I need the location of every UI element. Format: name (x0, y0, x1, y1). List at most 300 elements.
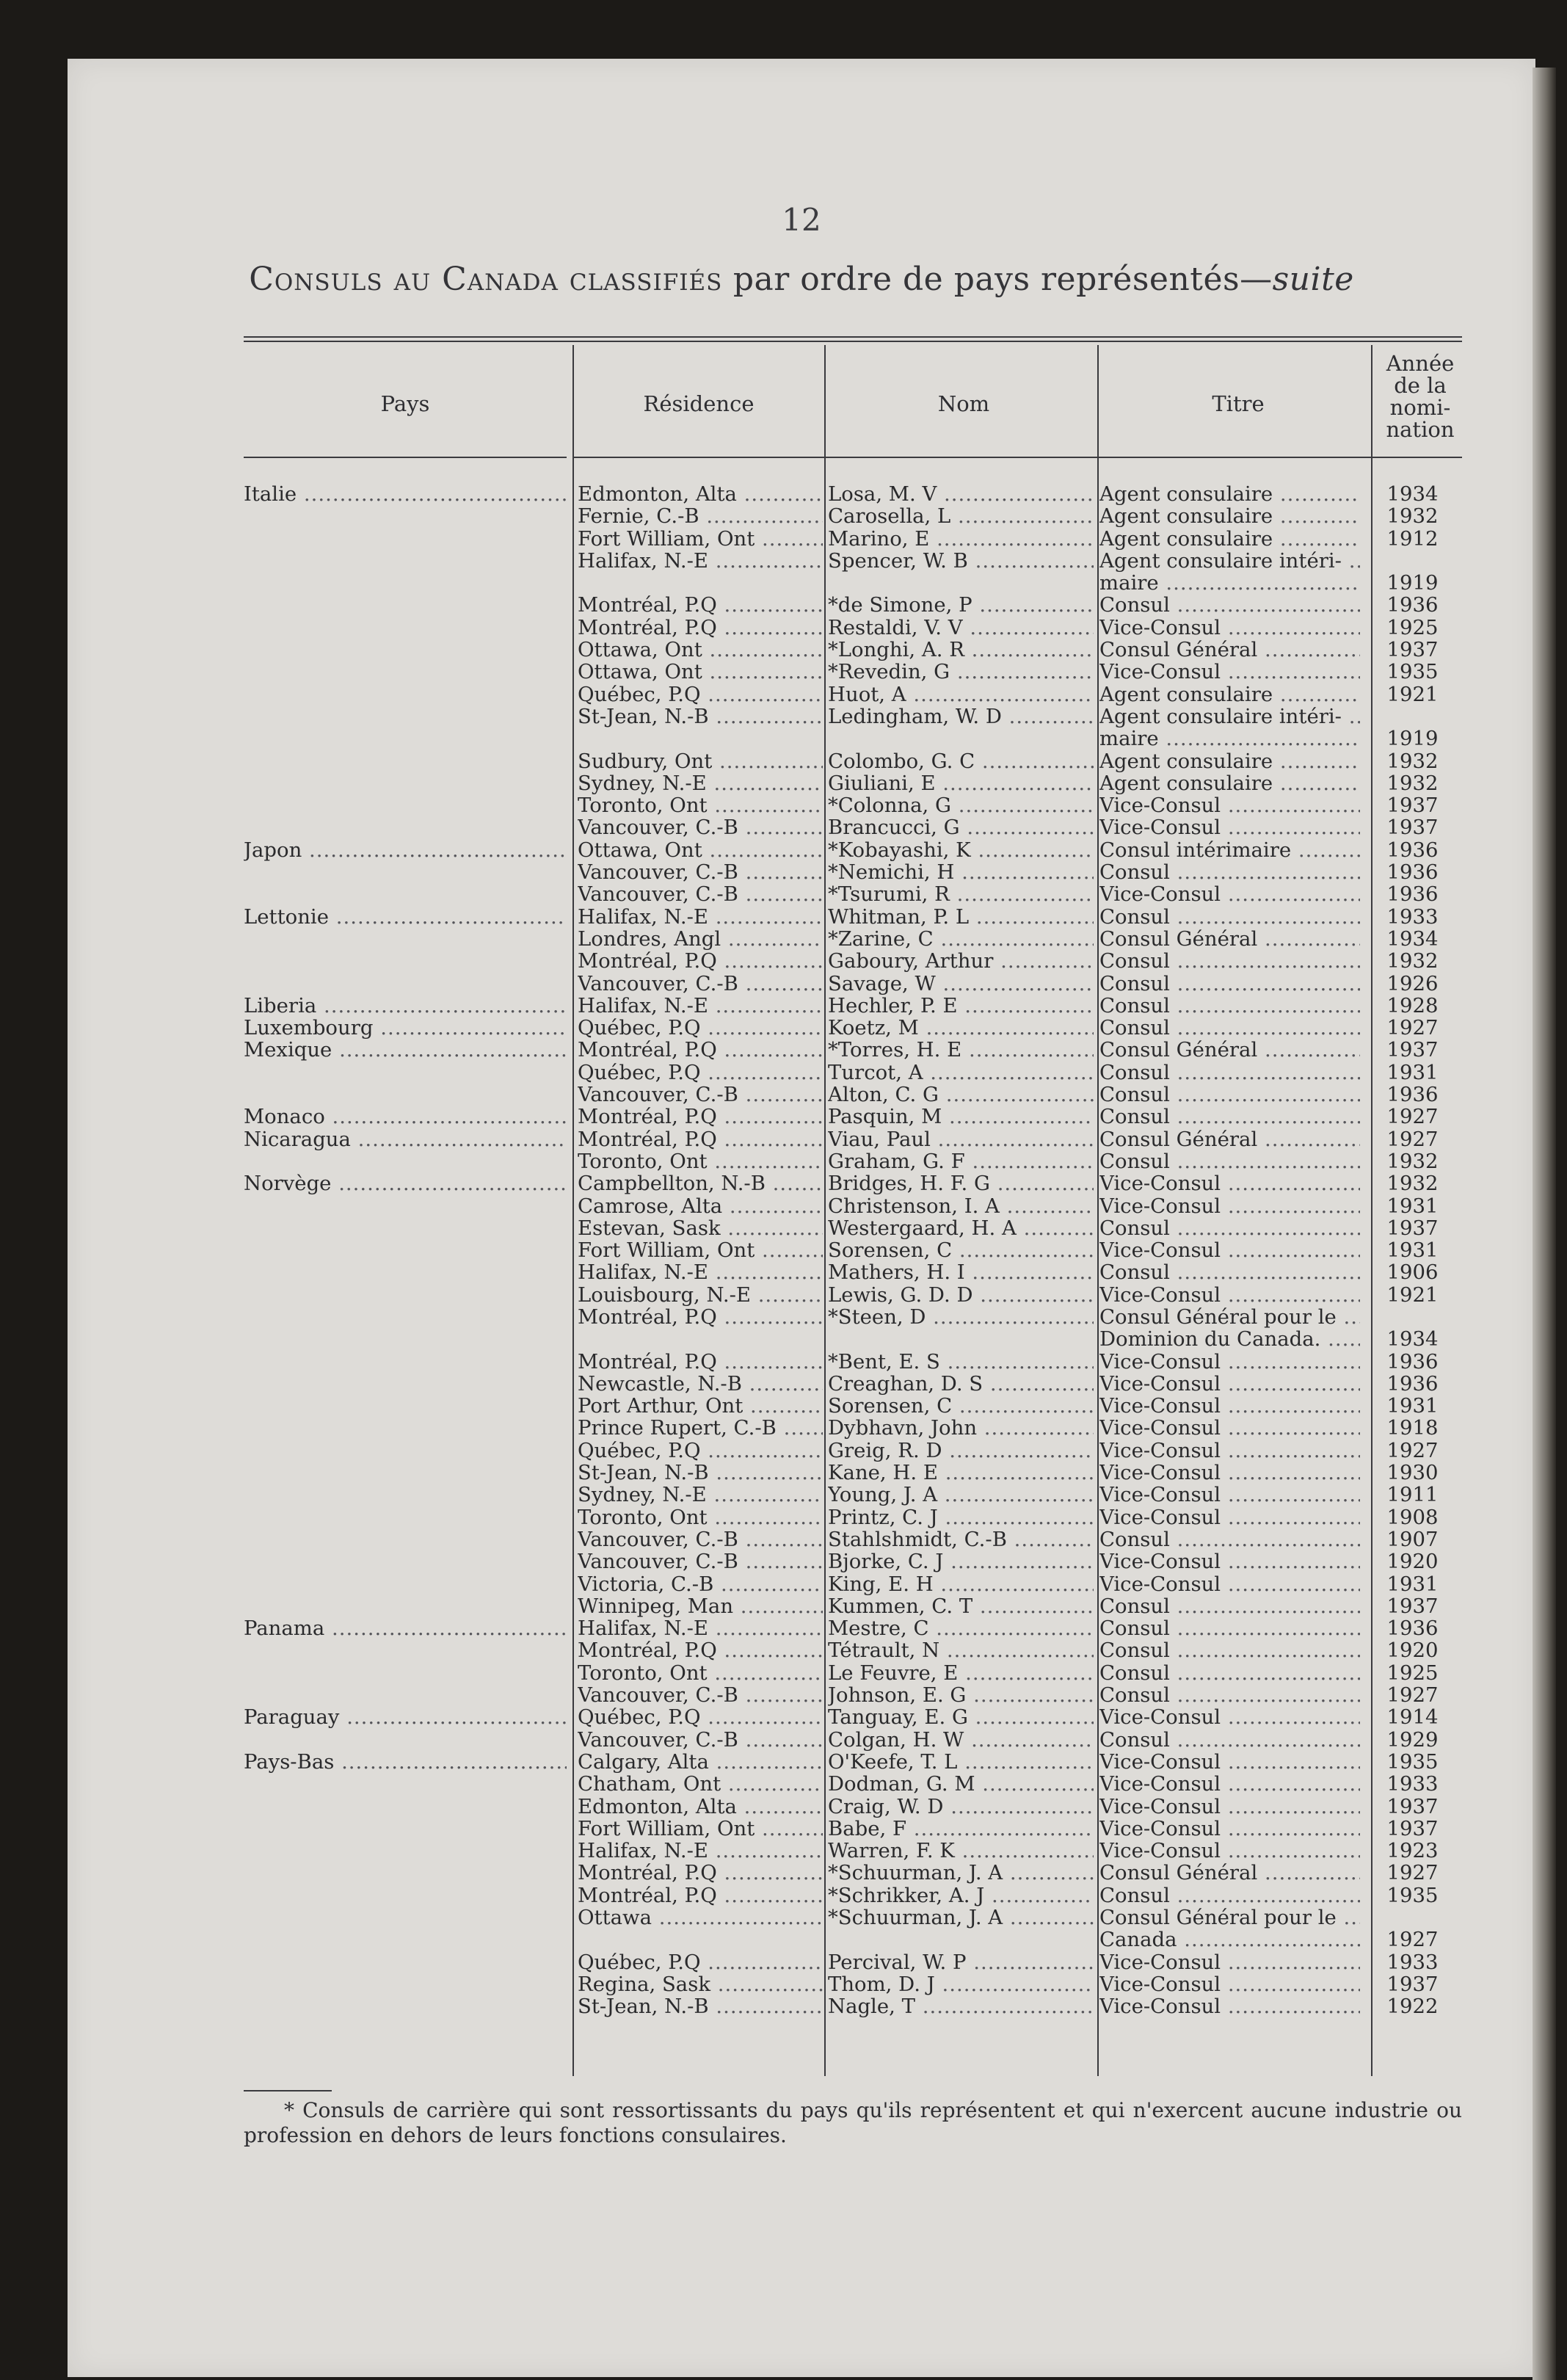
cell-titre: Vice-Consul ..... (1099, 794, 1360, 816)
column-divider (1097, 345, 1099, 2076)
header-residence: Résidence (643, 391, 755, 416)
header-pays: Pays (380, 391, 430, 416)
cell-nom: Mestre, C ..... (828, 1617, 1094, 1639)
cell-residence: Estevan, Sask ..... (578, 1217, 823, 1239)
cell-titre: Vice-Consul ..... (1099, 1973, 1360, 1995)
cell-residence: Montréal, P.Q ..... (578, 950, 823, 972)
cell-annee: 1908 (1386, 1506, 1439, 1528)
cell-titre: Vice-Consul ..... (1099, 1506, 1360, 1528)
cell-titre: Vice-Consul ..... (1099, 1706, 1360, 1728)
cell-pays: Nicaragua ..... (244, 1128, 567, 1150)
cell-annee: 1936 (1386, 883, 1439, 906)
cell-annee: 1927 (1386, 1017, 1439, 1040)
cell-titre: Vice-Consul ..... (1099, 1195, 1360, 1217)
cell-residence: Montréal, P.Q ..... (578, 1106, 823, 1128)
cell-titre: Consul ..... (1099, 1662, 1360, 1684)
cell-titre: Vice-Consul ..... (1099, 1440, 1360, 1462)
cell-residence: Québec, P.Q ..... (578, 1017, 823, 1039)
cell-titre: Consul ..... (1099, 950, 1360, 972)
cell-titre: Vice-Consul ..... (1099, 1951, 1360, 1973)
cell-titre: Consul ..... (1099, 1617, 1360, 1639)
cell-titre: Vice-Consul ..... (1099, 1462, 1360, 1484)
cell-annee: 1914 (1386, 1706, 1439, 1729)
cell-annee: 1932 (1386, 950, 1439, 973)
cell-titre: Consul ..... (1099, 1106, 1360, 1128)
cell-annee: 1906 (1386, 1261, 1439, 1284)
cell-titre: Consul ..... (1099, 594, 1360, 616)
cell-nom: Koetz, M ..... (828, 1017, 1094, 1039)
cell-titre: Consul Général pour le ..... (1099, 1906, 1360, 1929)
cell-annee: 1927 (1386, 1929, 1439, 1951)
cell-annee: 1932 (1386, 750, 1439, 772)
cell-annee: 1929 (1386, 1728, 1439, 1751)
cell-nom: *Bent, E. S ..... (828, 1351, 1094, 1373)
title-middle: par ordre de pays représentés— (722, 261, 1273, 298)
cell-titre: Vice-Consul ..... (1099, 1417, 1360, 1439)
cell-residence: Halifax, N.-E ..... (578, 995, 823, 1017)
cell-nom: *Schrikker, A. J ..... (828, 1884, 1094, 1906)
cell-nom: Brancucci, G ..... (828, 816, 1094, 838)
cell-residence: Toronto, Ont ..... (578, 794, 823, 816)
cell-annee: 1936 (1386, 1084, 1439, 1106)
cell-pays: Luxembourg ..... (244, 1017, 567, 1039)
cell-residence: Newcastle, N.-B ..... (578, 1373, 823, 1395)
cell-annee: 1932 (1386, 772, 1439, 794)
cell-residence: Toronto, Ont ..... (578, 1506, 823, 1528)
cell-nom: Thom, D. J ..... (828, 1973, 1094, 1995)
cell-nom: *Tsurumi, R ..... (828, 883, 1094, 905)
cell-nom: Restaldi, V. V ..... (828, 617, 1094, 639)
cell-nom: Viau, Paul ..... (828, 1128, 1094, 1150)
title-smallcaps: Consuls au Canada classifiés (249, 261, 723, 298)
cell-annee: 1935 (1386, 1750, 1439, 1773)
cell-nom: Hechler, P. E ..... (828, 995, 1094, 1017)
cell-residence: Ottawa ..... (578, 1906, 823, 1929)
cell-annee: 1931 (1386, 1239, 1439, 1262)
cell-residence: Sydney, N.-E ..... (578, 1484, 823, 1506)
cell-titre: Consul ..... (1099, 995, 1360, 1017)
cell-nom: Giuliani, E ..... (828, 772, 1094, 794)
cell-annee: 1919 (1386, 728, 1439, 750)
cell-residence: Ottawa, Ont ..... (578, 639, 823, 661)
cell-residence: Edmonton, Alta ..... (578, 483, 823, 505)
cell-residence: Montréal, P.Q ..... (578, 617, 823, 639)
cell-nom: Nagle, T ..... (828, 1995, 1094, 2017)
cell-nom: Turcot, A ..... (828, 1062, 1094, 1084)
cell-annee: 1931 (1386, 1395, 1439, 1418)
cell-nom: Young, J. A ..... (828, 1484, 1094, 1506)
cell-nom: Tanguay, E. G ..... (828, 1706, 1094, 1728)
cell-nom: Kane, H. E ..... (828, 1462, 1094, 1484)
cell-titre: Vice-Consul ..... (1099, 1484, 1360, 1506)
cell-annee: 1936 (1386, 1372, 1439, 1395)
cell-annee: 1931 (1386, 1194, 1439, 1217)
cell-residence: Montréal, P.Q ..... (578, 1306, 823, 1328)
cell-titre: Consul ..... (1099, 906, 1360, 928)
cell-residence: Montréal, P.Q ..... (578, 1128, 823, 1150)
cell-nom: Whitman, P. L ..... (828, 906, 1094, 928)
cell-residence: Halifax, N.-E ..... (578, 1840, 823, 1862)
cell-residence: Halifax, N.-E ..... (578, 1617, 823, 1639)
cell-nom: O'Keefe, T. L ..... (828, 1751, 1094, 1773)
cell-nom: *Kobayashi, K ..... (828, 839, 1094, 861)
cell-nom: Kummen, C. T ..... (828, 1595, 1094, 1617)
cell-residence: Victoria, C.-B ..... (578, 1573, 823, 1595)
cell-titre: Agent consulaire ..... (1099, 528, 1360, 550)
cell-titre: Consul ..... (1099, 1684, 1360, 1706)
cell-pays: Italie ..... (244, 483, 567, 505)
cell-titre: Agent consulaire ..... (1099, 505, 1360, 527)
cell-titre: Consul ..... (1099, 1217, 1360, 1239)
cell-residence: Halifax, N.-E ..... (578, 906, 823, 928)
cell-pays: Norvège ..... (244, 1172, 567, 1194)
cell-annee: 1937 (1386, 1817, 1439, 1840)
cell-annee: 1933 (1386, 1773, 1439, 1796)
cell-pays: Pays-Bas ..... (244, 1751, 567, 1773)
cell-titre: Consul ..... (1099, 1639, 1360, 1661)
cell-titre: Canada ..... (1099, 1929, 1360, 1951)
cell-residence: Vancouver, C.-B ..... (578, 1729, 823, 1751)
cell-residence: Calgary, Alta ..... (578, 1751, 823, 1773)
cell-nom: Percival, W. P ..... (828, 1951, 1094, 1973)
cell-titre: Vice-Consul ..... (1099, 1573, 1360, 1595)
cell-residence: Fort William, Ont ..... (578, 1239, 823, 1261)
cell-annee: 1937 (1386, 1795, 1439, 1818)
cell-nom: Greig, R. D ..... (828, 1440, 1094, 1462)
header-annee-line3: nomi- (1389, 395, 1451, 420)
cell-residence: Québec, P.Q ..... (578, 1706, 823, 1728)
cell-titre: Vice-Consul ..... (1099, 1284, 1360, 1306)
cell-residence: Montréal, P.Q ..... (578, 1884, 823, 1906)
title-italic: suite (1272, 261, 1354, 298)
cell-titre: Vice-Consul ..... (1099, 1751, 1360, 1773)
column-divider (824, 345, 826, 2076)
cell-nom: Marino, E ..... (828, 528, 1094, 550)
cell-titre: Agent consulaire intéri- ..... (1099, 550, 1360, 572)
cell-annee: 1936 (1386, 1350, 1439, 1373)
cell-annee: 1927 (1386, 1106, 1439, 1128)
cell-nom: Mathers, H. I ..... (828, 1261, 1094, 1283)
cell-nom: Alton, C. G ..... (828, 1084, 1094, 1106)
header-annee (1376, 352, 1464, 440)
cell-annee: 1921 (1386, 1283, 1439, 1306)
footnote: * Consuls de carrière qui sont ressortissants du pays qu'ils représentent et qui n'exercent aucune industrie ou profession en dehors de leurs fonctions consulaires. (244, 2098, 1462, 2147)
cell-titre: Consul ..... (1099, 861, 1360, 883)
header-annee-line2: de la (1394, 373, 1447, 398)
cell-annee: 1921 (1386, 683, 1439, 705)
cell-titre: Vice-Consul ..... (1099, 1818, 1360, 1840)
cell-annee: 1907 (1386, 1528, 1439, 1550)
cell-residence: Fort William, Ont ..... (578, 528, 823, 550)
cell-annee: 1931 (1386, 1572, 1439, 1595)
cell-nom: Sorensen, C ..... (828, 1239, 1094, 1261)
cell-titre: Vice-Consul ..... (1099, 1796, 1360, 1818)
cell-annee: 1932 (1386, 505, 1439, 528)
cell-annee: 1932 (1386, 1150, 1439, 1172)
cell-residence: Montréal, P.Q ..... (578, 1862, 823, 1884)
cell-residence: Montréal, P.Q ..... (578, 1639, 823, 1661)
cell-residence: Louisbourg, N.-E ..... (578, 1284, 823, 1306)
cell-titre: Vice-Consul ..... (1099, 1373, 1360, 1395)
cell-nom: Johnson, E. G ..... (828, 1684, 1094, 1706)
cell-annee: 1920 (1386, 1550, 1439, 1573)
header-rule (244, 457, 567, 458)
cell-titre: Consul Général pour le ..... (1099, 1306, 1360, 1328)
cell-residence: Montréal, P.Q ..... (578, 1351, 823, 1373)
cell-titre: Consul ..... (1099, 973, 1360, 995)
cell-annee: 1933 (1386, 1951, 1439, 1973)
cell-titre: Vice-Consul ..... (1099, 1239, 1360, 1261)
cell-residence: Québec, P.Q ..... (578, 1951, 823, 1973)
cell-annee: 1933 (1386, 905, 1439, 928)
cell-titre: Consul ..... (1099, 1729, 1360, 1751)
cell-residence: Prince Rupert, C.-B ..... (578, 1417, 823, 1439)
cell-titre: Consul ..... (1099, 1528, 1360, 1550)
cell-titre: Consul intérimaire ..... (1099, 839, 1360, 861)
cell-titre: Consul ..... (1099, 1261, 1360, 1283)
cell-nom: Stahlshmidt, C.-B ..... (828, 1528, 1094, 1550)
cell-titre: Vice-Consul ..... (1099, 883, 1360, 905)
cell-annee: 1934 (1386, 483, 1439, 505)
cell-residence: Vancouver, C.-B ..... (578, 1528, 823, 1550)
cell-nom: Savage, W ..... (828, 973, 1094, 995)
cell-annee: 1937 (1386, 1594, 1439, 1617)
cell-annee: 1922 (1386, 1995, 1439, 2018)
cell-nom: Lewis, G. D. D ..... (828, 1284, 1094, 1306)
cell-pays: Mexique ..... (244, 1039, 567, 1061)
cell-annee: 1936 (1386, 1617, 1439, 1640)
cell-pays: Panama ..... (244, 1617, 567, 1639)
cell-annee: 1935 (1386, 1884, 1439, 1906)
cell-annee: 1936 (1386, 594, 1439, 617)
cell-titre: Vice-Consul ..... (1099, 661, 1360, 683)
cell-nom: *Longhi, A. R ..... (828, 639, 1094, 661)
cell-annee: 1936 (1386, 861, 1439, 884)
cell-residence: Vancouver, C.-B ..... (578, 816, 823, 838)
cell-residence: Halifax, N.-E ..... (578, 550, 823, 572)
cell-residence: Camrose, Alta ..... (578, 1195, 823, 1217)
cell-residence: Vancouver, C.-B ..... (578, 1084, 823, 1106)
header-titre: Titre (1212, 391, 1265, 416)
cell-titre: Consul Général ..... (1099, 639, 1360, 661)
cell-nom: *Schuurman, J. A ..... (828, 1862, 1094, 1884)
cell-residence: Chatham, Ont ..... (578, 1773, 823, 1795)
cell-nom: Dybhavn, John ..... (828, 1417, 1094, 1439)
cell-annee: 1928 (1386, 994, 1439, 1017)
header-nom: Nom (937, 391, 990, 416)
footnote-rule (244, 2090, 332, 2091)
cell-annee: 1911 (1386, 1484, 1439, 1506)
cell-annee: 1923 (1386, 1840, 1439, 1862)
cell-titre: Vice-Consul ..... (1099, 1395, 1360, 1417)
cell-titre: Consul Général ..... (1099, 1862, 1360, 1884)
cell-pays: Paraguay ..... (244, 1706, 567, 1728)
cell-residence: Campbellton, N.-B ..... (578, 1172, 823, 1194)
cell-nom: *de Simone, P ..... (828, 594, 1094, 616)
cell-annee: 1926 (1386, 972, 1439, 995)
cell-pays: Monaco ..... (244, 1106, 567, 1128)
cell-residence: Québec, P.Q ..... (578, 683, 823, 705)
cell-pays: Japon ..... (244, 839, 567, 861)
cell-annee: 1935 (1386, 661, 1439, 683)
cell-nom: Creaghan, D. S ..... (828, 1373, 1094, 1395)
cell-titre: Vice-Consul ..... (1099, 1172, 1360, 1194)
cell-nom: Colombo, G. C ..... (828, 750, 1094, 772)
cell-nom: Bjorke, C. J ..... (828, 1550, 1094, 1572)
cell-titre: Vice-Consul ..... (1099, 816, 1360, 838)
cell-nom: Colgan, H. W ..... (828, 1729, 1094, 1751)
cell-residence: Ottawa, Ont ..... (578, 839, 823, 861)
cell-nom: Ledingham, W. D ..... (828, 705, 1094, 728)
cell-residence: Edmonton, Alta ..... (578, 1796, 823, 1818)
cell-nom: Huot, A ..... (828, 683, 1094, 705)
cell-nom: *Zarine, C ..... (828, 928, 1094, 950)
cell-residence: Montréal, P.Q ..... (578, 1039, 823, 1061)
cell-nom: Pasquin, M ..... (828, 1106, 1094, 1128)
cell-titre: Agent consulaire ..... (1099, 483, 1360, 505)
cell-titre: Consul ..... (1099, 1884, 1360, 1906)
cell-nom: Le Feuvre, E ..... (828, 1662, 1094, 1684)
cell-titre: maire ..... (1099, 572, 1360, 594)
cell-titre: Consul ..... (1099, 1084, 1360, 1106)
cell-titre: Consul Général ..... (1099, 1128, 1360, 1150)
page-number: 12 (782, 202, 821, 238)
cell-annee: 1937 (1386, 794, 1439, 817)
cell-residence: St-Jean, N.-B ..... (578, 1995, 823, 2017)
cell-titre: Agent consulaire ..... (1099, 772, 1360, 794)
cell-annee: 1934 (1386, 927, 1439, 950)
cell-titre: Vice-Consul ..... (1099, 1773, 1360, 1795)
cell-titre: Vice-Consul ..... (1099, 1995, 1360, 2017)
cell-residence: Vancouver, C.-B ..... (578, 1550, 823, 1572)
cell-nom: Graham, G. F ..... (828, 1150, 1094, 1172)
cell-annee: 1925 (1386, 1661, 1439, 1684)
cell-nom: Warren, F. K ..... (828, 1840, 1094, 1862)
cell-residence: Fernie, C.-B ..... (578, 505, 823, 527)
cell-annee: 1934 (1386, 1328, 1439, 1351)
cell-nom: Losa, M. V ..... (828, 483, 1094, 505)
cell-residence: Regina, Sask ..... (578, 1973, 823, 1995)
document-page (68, 59, 1535, 2377)
cell-titre: Vice-Consul ..... (1099, 1351, 1360, 1373)
cell-titre: maire ..... (1099, 728, 1360, 750)
cell-residence: Halifax, N.-E ..... (578, 1261, 823, 1283)
cell-nom: *Nemichi, H ..... (828, 861, 1094, 883)
cell-nom: Westergaard, H. A ..... (828, 1217, 1094, 1239)
cell-residence: Sydney, N.-E ..... (578, 772, 823, 794)
cell-nom: Gaboury, Arthur ..... (828, 950, 1094, 972)
cell-annee: 1927 (1386, 1684, 1439, 1707)
cell-nom: Bridges, H. F. G ..... (828, 1172, 1094, 1194)
cell-annee: 1918 (1386, 1417, 1439, 1440)
cell-titre: Agent consulaire intéri- ..... (1099, 705, 1360, 728)
cell-titre: Vice-Consul ..... (1099, 1550, 1360, 1572)
cell-nom: King, E. H ..... (828, 1573, 1094, 1595)
cell-residence: Montréal, P.Q ..... (578, 594, 823, 616)
cell-residence: Port Arthur, Ont ..... (578, 1395, 823, 1417)
cell-residence: Fort William, Ont ..... (578, 1818, 823, 1840)
cell-nom: Spencer, W. B ..... (828, 550, 1094, 572)
cell-annee: 1932 (1386, 1172, 1439, 1195)
cell-residence: Toronto, Ont ..... (578, 1150, 823, 1172)
cell-nom: Tétrault, N ..... (828, 1639, 1094, 1661)
cell-annee: 1927 (1386, 1862, 1439, 1884)
cell-annee: 1927 (1386, 1439, 1439, 1462)
cell-nom: *Steen, D ..... (828, 1306, 1094, 1328)
cell-nom: *Torres, H. E ..... (828, 1039, 1094, 1061)
cell-nom: *Revedin, G ..... (828, 661, 1094, 683)
cell-residence: St-Jean, N.-B ..... (578, 705, 823, 728)
cell-annee: 1936 (1386, 838, 1439, 861)
cell-annee: 1931 (1386, 1061, 1439, 1084)
cell-residence: Québec, P.Q ..... (578, 1062, 823, 1084)
cell-titre: Vice-Consul ..... (1099, 617, 1360, 639)
page-title (68, 261, 1535, 298)
cell-residence: Sudbury, Ont ..... (578, 750, 823, 772)
column-divider (572, 345, 574, 2076)
cell-residence: Ottawa, Ont ..... (578, 661, 823, 683)
cell-titre: Agent consulaire ..... (1099, 750, 1360, 772)
cell-residence: Winnipeg, Man ..... (578, 1595, 823, 1617)
cell-annee: 1927 (1386, 1128, 1439, 1150)
cell-annee: 1937 (1386, 1039, 1439, 1062)
cell-residence: Vancouver, C.-B ..... (578, 861, 823, 883)
cell-annee: 1937 (1386, 1973, 1439, 1995)
cell-residence: Vancouver, C.-B ..... (578, 883, 823, 905)
cell-nom: Printz, C. J ..... (828, 1506, 1094, 1528)
cell-nom: *Colonna, G ..... (828, 794, 1094, 816)
cell-titre: Dominion du Canada. ..... (1099, 1328, 1360, 1350)
cell-titre: Consul Général ..... (1099, 928, 1360, 950)
cell-titre: Consul ..... (1099, 1150, 1360, 1172)
cell-nom: Craig, W. D ..... (828, 1796, 1094, 1818)
cell-titre: Consul ..... (1099, 1595, 1360, 1617)
cell-annee: 1920 (1386, 1639, 1439, 1662)
cell-annee: 1937 (1386, 1216, 1439, 1239)
cell-residence: Québec, P.Q ..... (578, 1440, 823, 1462)
page-edge (1533, 68, 1556, 2380)
cell-annee: 1925 (1386, 616, 1439, 639)
header-annee-line4: nation (1386, 417, 1455, 442)
cell-annee: 1937 (1386, 816, 1439, 839)
cell-nom: Babe, F ..... (828, 1818, 1094, 1840)
cell-residence: Vancouver, C.-B ..... (578, 973, 823, 995)
cell-annee: 1930 (1386, 1462, 1439, 1484)
cell-residence: Vancouver, C.-B ..... (578, 1684, 823, 1706)
cell-residence: Toronto, Ont ..... (578, 1662, 823, 1684)
cell-titre: Consul ..... (1099, 1017, 1360, 1039)
header-rule (574, 457, 1462, 458)
cell-residence: St-Jean, N.-B ..... (578, 1462, 823, 1484)
cell-titre: Consul Général ..... (1099, 1039, 1360, 1061)
cell-annee: 1919 (1386, 572, 1439, 595)
cell-pays: Lettonie ..... (244, 906, 567, 928)
cell-nom: *Schuurman, J. A ..... (828, 1906, 1094, 1929)
cell-nom: Sorensen, C ..... (828, 1395, 1094, 1417)
cell-titre: Vice-Consul ..... (1099, 1840, 1360, 1862)
top-rule (244, 336, 1462, 338)
cell-titre: Consul ..... (1099, 1062, 1360, 1084)
cell-pays: Liberia ..... (244, 995, 567, 1017)
header-annee-line1: Année (1386, 351, 1455, 376)
cell-nom: Dodman, G. M ..... (828, 1773, 1094, 1795)
cell-titre: Agent consulaire ..... (1099, 683, 1360, 705)
cell-annee: 1937 (1386, 639, 1439, 661)
cell-annee: 1912 (1386, 527, 1439, 550)
cell-nom: Christenson, I. A ..... (828, 1195, 1094, 1217)
cell-residence: Londres, Angl ..... (578, 928, 823, 950)
cell-nom: Carosella, L ..... (828, 505, 1094, 527)
